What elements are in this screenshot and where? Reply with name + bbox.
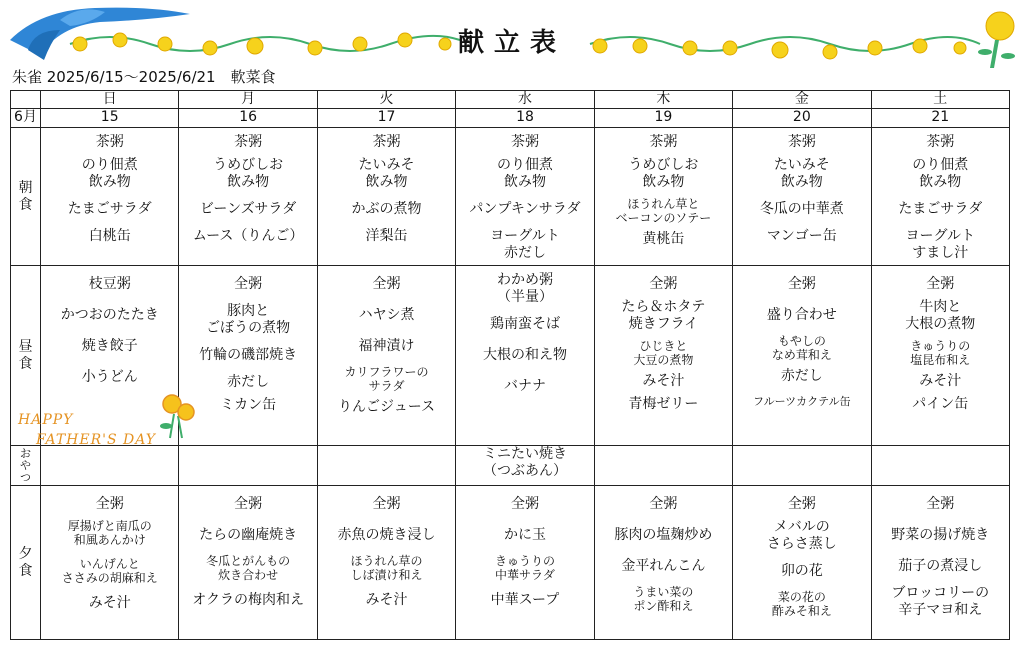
menu-item: 野菜の揚げ焼き [891,527,990,543]
day-cell: 水 [456,91,594,109]
date-cell: 15 [41,109,179,128]
snack-cell-mon [179,446,317,486]
menu-item: ハヤシ煮 [358,307,415,323]
menu-item: 飲み物 [227,174,270,190]
snack-cell-sat [871,446,1009,486]
menu-item: かつおのたたき [60,307,159,323]
menu-item: 鶏南蛮そば [489,316,560,332]
menu-item: たいみそ [358,157,415,173]
menu-item: 全粥 [926,496,955,512]
meal-label-dinner: 夕 食 [11,486,41,640]
breakfast-cell-fri [733,128,871,266]
breakfast-cell-thu [594,128,732,266]
menu-item: 茄子の煮浸し [898,558,983,574]
menu-item: 大豆の煮物 [633,353,694,367]
day-cell: 木 [594,91,732,109]
menu-item: ミカン缶 [220,397,277,413]
lunch-cell-wed [456,266,594,446]
menu-item: ヨーグルト [490,228,560,244]
page-title: 献立表 [457,28,566,58]
menu-item: のり佃煮 [912,157,969,173]
menu-item: わかめ粥 [496,272,553,288]
lunch-cell-sat [871,266,1009,446]
menu-item: （つぶあん） [482,463,567,479]
day-cell: 火 [317,91,455,109]
dinner-row [11,486,1010,640]
menu-item: 大根の煮物 [905,316,976,332]
menu-item: 全粥 [787,496,816,512]
dinner-cell-thu [594,486,732,640]
menu-item: ささみの胡麻和え [61,571,158,585]
menu-item: 茶粥 [926,134,955,150]
day-cell: 金 [733,91,871,109]
menu-item: 飲み物 [503,174,546,190]
date-cell: 21 [871,109,1009,128]
meal-label-breakfast: 朝 食 [11,128,41,266]
menu-item: ポン酢和え [633,599,694,613]
menu-item: 茶粥 [787,134,816,150]
menu-item: 中華スープ [490,592,560,608]
menu-item: 白桃缶 [88,228,131,244]
menu-item: ミニたい焼き [482,446,567,462]
menu-item: 茶粥 [649,134,678,150]
menu-item: ほうれん草の [350,554,423,568]
menu-item: 菜の花の [777,590,826,604]
breakfast-row [11,128,1010,266]
lunch-cell-fri [733,266,871,446]
breakfast-cell-mon [179,128,317,266]
snack-row [11,446,1010,486]
dinner-cell-sat [871,486,1009,640]
menu-item: たまごサラダ [898,201,983,217]
menu-item: きゅうりの [494,554,555,568]
menu-item: いんげんと [79,557,140,571]
fathers-day-greeting: HAPPY FATHER'S DAY [18,412,157,448]
menu-item: みそ汁 [919,373,962,389]
menu-item: みそ汁 [88,595,131,611]
menu-item: 全粥 [649,276,678,292]
lunch-cell-thu [594,266,732,446]
menu-item: バナナ [503,378,546,394]
menu-item: ひじきと [639,339,688,353]
menu-item: 赤だし [780,368,823,384]
menu-item: 全粥 [787,276,816,292]
menu-item: 青梅ゼリー [628,396,699,412]
menu-item: 全粥 [372,276,401,292]
menu-item: 全粥 [95,496,124,512]
menu-item: なめ茸和え [771,348,832,362]
corner-cell [11,91,41,109]
breakfast-cell-tue [317,128,455,266]
menu-item: マンゴー缶 [766,228,837,244]
weekly-menu-table [10,90,1010,640]
menu-item: 厚揚げと南瓜の [67,519,152,533]
menu-item: 洋梨缶 [365,228,408,244]
menu-item: 黄桃缶 [642,231,685,247]
date-cell: 17 [317,109,455,128]
day-cell: 土 [871,91,1009,109]
menu-item: ビーンズサラダ [199,201,297,217]
meal-label-snack: お や つ [11,446,41,486]
menu-item: 塩昆布和え [910,353,971,367]
menu-item: もやしの [777,334,826,348]
dinner-cell-wed [456,486,594,640]
snack-cell-fri [733,446,871,486]
menu-item: 冬瓜の中華煮 [759,201,844,217]
meal-label-lunch: 昼 食 [11,266,41,446]
yellow-rose-bouquet-icon [156,392,198,440]
lunch-cell-tue [317,266,455,446]
menu-item: かぶの煮物 [351,201,422,217]
lunch-cell-mon [179,266,317,446]
breakfast-cell-sat [871,128,1009,266]
menu-item: （半量） [496,289,553,305]
menu-subtitle: 朱雀 2025/6/15～2025/6/21 軟菜食 [12,68,276,86]
snack-cell-thu [594,446,732,486]
menu-item: 焼きフライ [628,316,699,332]
menu-item: たら＆ホタテ [621,299,706,315]
date-cell: 20 [733,109,871,128]
menu-item: 飲み物 [365,174,408,190]
menu-item: 中華サラダ [495,568,555,582]
menu-item: 全粥 [372,496,401,512]
date-cell: 18 [456,109,594,128]
menu-item: 豚肉と [227,303,270,319]
menu-item: 赤だし [227,374,270,390]
menu-item: 金平れんこん [621,558,706,574]
menu-item: ごぼうの煮物 [206,320,291,336]
menu-item: ムース（りんご） [192,228,304,244]
menu-item: 飲み物 [919,174,962,190]
snack-cell-wed [456,446,594,486]
dinner-cell-tue [317,486,455,640]
menu-item: うまい菜の [633,585,694,599]
menu-item: 枝豆粥 [88,276,131,292]
menu-item: 卯の花 [780,563,823,579]
menu-item: ほうれん草と [627,197,700,211]
menu-item: 福神漬け [358,338,415,354]
menu-item: すまし汁 [912,245,969,261]
menu-item: 豚肉の塩麹炒め [614,527,713,543]
menu-item: 炊き合わせ [218,568,279,582]
menu-item: パイン缶 [912,396,969,412]
menu-item: うめびしお [213,157,284,173]
menu-item: 赤魚の焼き浸し [337,527,436,543]
menu-item: 茶粥 [234,134,263,150]
menu-item: しば漬け和え [350,568,423,582]
menu-item: きゅうりの [910,339,971,353]
menu-item: ブロッコリーの [891,585,990,601]
menu-item: 全粥 [234,496,263,512]
month-label: 6月 [11,109,41,128]
dinner-cell-fri [733,486,871,640]
menu-item: 酢みそ和え [771,604,832,618]
menu-item: うめびしお [628,157,699,173]
menu-item: パンプキンサラダ [469,201,581,217]
menu-item: 竹輪の磯部焼き [199,347,298,363]
menu-item: かに玉 [503,527,546,543]
breakfast-cell-sun [41,128,179,266]
menu-item: 和風あんかけ [73,533,146,547]
menu-item: サラダ [368,379,405,393]
menu-item: 茶粥 [372,134,401,150]
menu-item: 大根の和え物 [482,347,567,363]
day-cell: 日 [41,91,179,109]
menu-item: 焼き餃子 [81,338,138,354]
menu-item: メバルの [773,519,830,535]
date-cell: 16 [179,109,317,128]
menu-item: 赤だし [503,245,546,261]
menu-item: カリフラワーの [344,365,429,379]
menu-item: みそ汁 [365,592,408,608]
menu-item: たいみそ [773,157,830,173]
menu-item: オクラの梅肉和え [192,592,304,608]
date-row [11,109,1010,128]
dinner-cell-mon [179,486,317,640]
menu-item: 牛肉と [919,299,962,315]
menu-item: フルーツカクテル缶 [753,395,851,408]
dinner-cell-sun [41,486,179,640]
menu-item: 飲み物 [88,174,131,190]
menu-item: ベーコンのソテー [615,211,712,225]
menu-item: 辛子マヨ和え [898,602,983,618]
menu-item: たらの幽庵焼き [199,527,298,543]
menu-item: 全粥 [926,276,955,292]
menu-item: 飲み物 [780,174,823,190]
day-header-row [11,91,1010,109]
menu-item: りんごジュース [338,399,436,415]
menu-item: ヨーグルト [905,228,976,244]
menu-item: みそ汁 [642,373,685,389]
menu-item: 茶粥 [95,134,124,150]
snack-cell-tue [317,446,455,486]
menu-item: 冬瓜とがんもの [206,554,291,568]
snack-cell-sun [41,446,179,486]
menu-item: 小うどん [81,369,138,385]
menu-item: 全粥 [510,496,539,512]
menu-item: 飲み物 [642,174,685,190]
breakfast-cell-wed [456,128,594,266]
menu-item: のり佃煮 [496,157,553,173]
day-cell: 月 [179,91,317,109]
menu-item: たまごサラダ [67,201,152,217]
menu-item: さらさ蒸し [766,536,837,552]
menu-item: 全粥 [234,276,263,292]
date-cell: 19 [594,109,732,128]
menu-item: 盛り合わせ [766,307,837,323]
menu-item: 茶粥 [510,134,539,150]
menu-item: 全粥 [649,496,678,512]
menu-item: のり佃煮 [81,157,138,173]
